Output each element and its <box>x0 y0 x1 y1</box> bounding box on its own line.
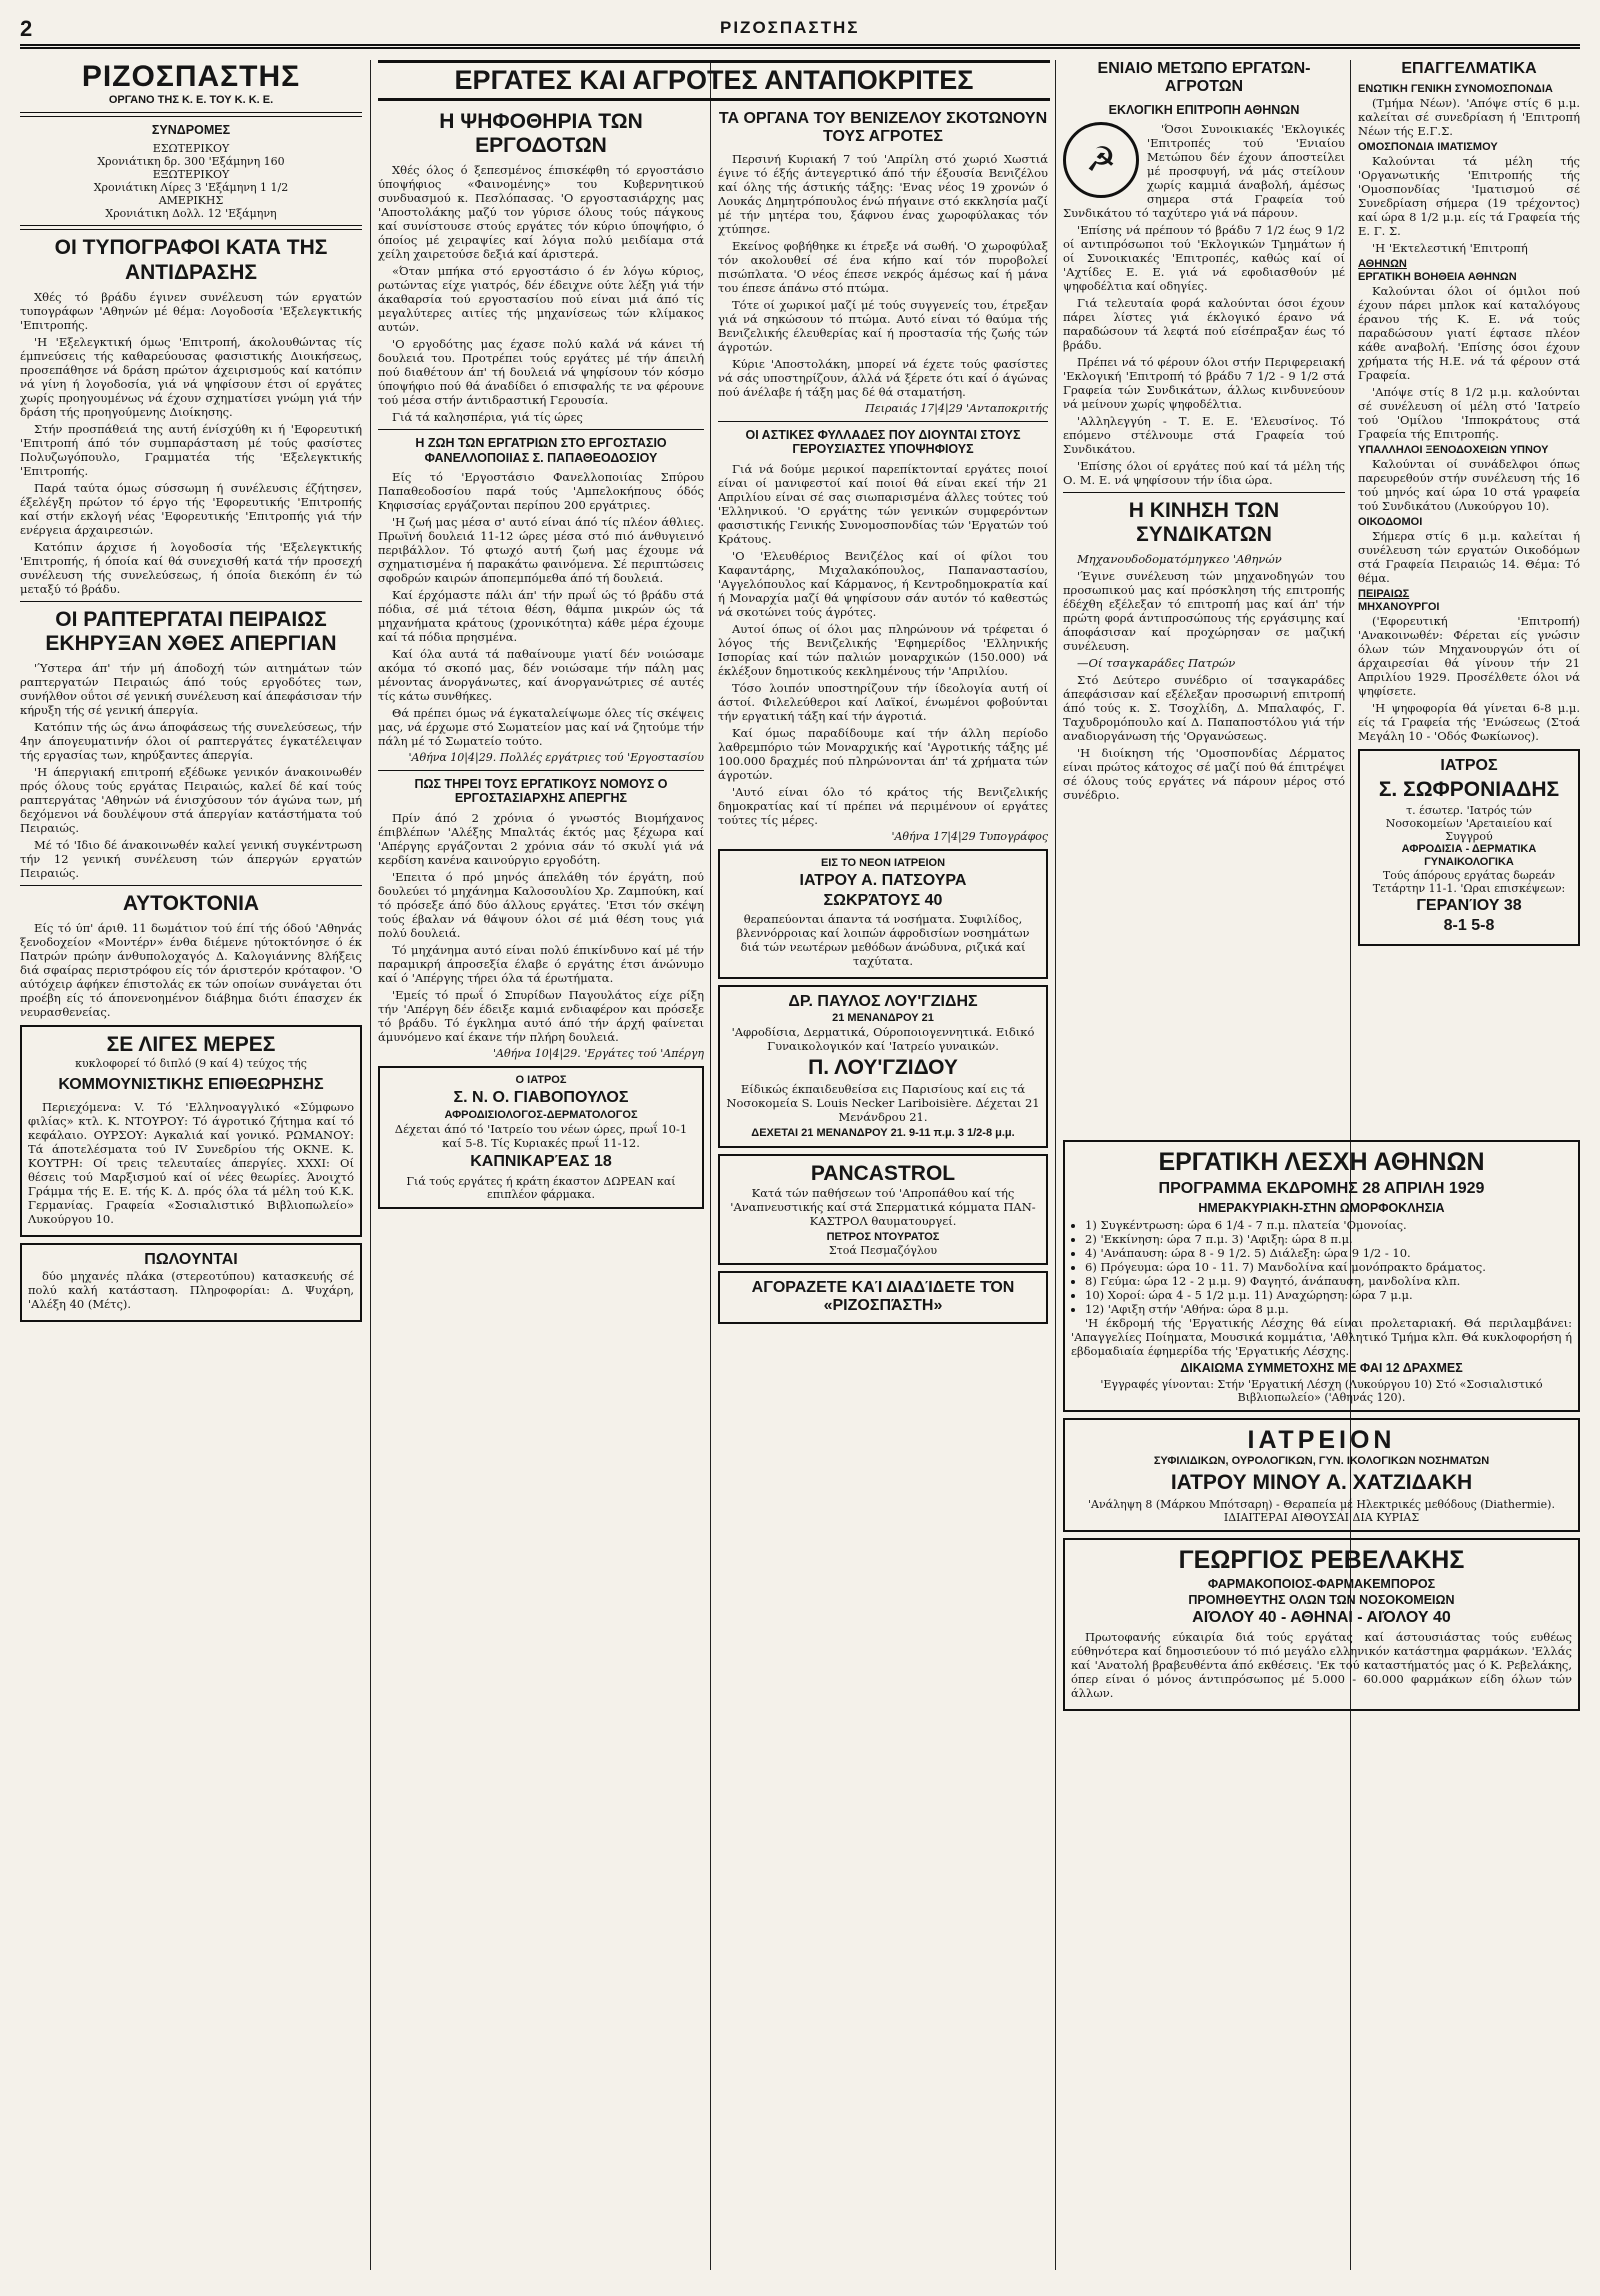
notice-title: ΜΗΧΑΝΟΥΡΓΟΙ <box>1358 601 1440 614</box>
article-paragraph: Γιά τά καλησπέρια, γιά τίς ώρες <box>392 410 583 425</box>
ad-title: ΣΕ ΛΙΓΕΣ ΜΕΡΕΣ <box>106 1033 276 1057</box>
program-item: • 10) Χοροί: ώρα 4 - 5 1/2 μ.μ. 11) Αναχώρηση: ώρα 7 μ.μ. <box>1085 1288 1572 1302</box>
column-3 <box>718 110 1048 2270</box>
article-paragraph: ('Εφορευτική 'Επιτροπή) 'Ανακοινωθέν: Φέρεται είς γνώσιν όλων τών Μηχανουργών ότι οί άρχαιρεσίαι θά γίνουν τήν 21 Απριλίου 1929. Προσέλθετε όλοι νά ψηφίσετε. <box>1358 614 1580 699</box>
ad-subtitle: ΦΑΡΜΑΚΟΠΟΙΟΣ-ΦΑΡΜΑΚΕΜΠΟΡΟΣ <box>1207 1576 1436 1591</box>
notice-title: ΥΠΑΛΛΗΛΟΙ ΞΕΝΟΔΟΧΕΙΩΝ ΥΠΝΟΥ <box>1358 444 1549 457</box>
ad-text: τ. έσωτερ. 'Ιατρός τών Νοσοκομείων 'Αρεταιείου καί Συγγρού <box>1385 803 1553 843</box>
wide-ads-area <box>1063 1134 1580 2270</box>
article-paragraph: 'Ο εργοδότης μας έχασε πολύ καλά νά κάνει τή δουλειά του. Προτρέπει τούς εργάτες μέ τήν άπειλή πού διαθέτουν άπ' τή δουλειά νά ψηφίσουν τόν κόσμο ύποψήφιο πού θά άναδίδει ό επισφαλής τε να φέρουνε τού μέσα στήν άντιδραστική Γερουσία. <box>378 337 704 408</box>
article-paragraph: 'Η ζωή μας μέσα σ' αυτό είναι άπό τίς πλέον άθλιες. Πρωϊνή δουλειά 11-12 ώρες μέσα στό πιό άνθυγιεινό περιβάλλον. Τό φτωχό αυτή ζωή μας έχουμε νά σχηματισμένα ή παρακάτω φαινόμενα. Σέ περιπτώσεις σφοδρών καιρών άποπεμπόμεθα άπό τή δουλειά. <box>378 515 704 586</box>
hammer-sickle-icon: ☭ <box>1063 122 1139 198</box>
ad-title: ΙΑΤΡΕΙΟΝ <box>1247 1425 1396 1454</box>
divider <box>20 225 362 230</box>
article-headline: ΟΙ ΤΥΠΟΓΡΑΦΟΙ ΚΑΤΑ ΤΗΣ ΑΝΤΙΔΡΑΣΗΣ <box>54 236 328 284</box>
logo-subtitle: ΟΡΓΑΝΟ ΤΗΣ Κ. Ε. ΤΟΥ Κ. Κ. Ε. <box>108 94 274 106</box>
article-paragraph: 'Η ψηφοφορία θά γίνεται 6-8 μ.μ. είς τά Γραφεία τής 'Ενώσεως (Στοά Μεγάλη 10 - 'Οδός Φωκίωνος). <box>1358 701 1580 744</box>
article-headline: ΟΙ ΑΣΤΙΚΕΣ ΦΥΛΛΑΔΕΣ ΠΟΥ ΔΙΟΥΝΤΑΙ ΣΤΟΥΣ ΓΕΡΟΥΣΙΑΣΤΕΣ ΥΠΟΨΗΦΙΟΥΣ <box>745 427 1021 457</box>
article-headline: ΕΝΙΑΙΟ ΜΕΤΩΠΟ ΕΡΓΑΤΩΝ-ΑΓΡΟΤΩΝ <box>1097 60 1311 96</box>
article-paragraph: 'Η διοίκηση τής 'Ομοσπονδίας Δέρματος είναι πρώτος κάτοχος σέ μαζί πού θά έπιτρέψει σέ όλους τούς εργάτες νά πάρουν μέρος στό συνέδριο. <box>1063 746 1345 803</box>
advertisement <box>718 1271 1048 1324</box>
article-paragraph: Γιά τελευταία φορά καλούνται όσοι έχουν πάρει λίστες γιά έκλογικό έρανο νά παραδώσουν τά λεφτά πού είσέπραξαν έως τό βράδυ. <box>1063 296 1345 353</box>
ad-text: θεραπεύονται άπαντα τά νοσήματα. Συφιλίδος, βλεννόρροιας καί λοιπών άφροδισίων νοσημάτων διά τών νεωτέρων μεθόδων άνώδυνα, ριζικά καί ταχύτατα. <box>736 912 1030 969</box>
article-paragraph: Καί όλα αυτά τά παθαίνουμε γιατί δέν νοιώσαμε ακόμα τό σκοπό μας, δέν νοιώσαμε τήν πάλη μας μένοντας άνοργάνωτες, καί άνοργανώτριες σέ αυτές τίς κάτω συνθήκες. <box>378 647 704 704</box>
article-subheading: Μηχανουδοδοματόμηγκεο 'Αθηνών <box>1077 552 1282 567</box>
article-paragraph: 'Επίσης νά πρέπουν τό βράδυ 7 1/2 έως 9 1/2 οί αντιπρόσωποι τού 'Εκλογικών Τμημάτων ή οί Συνοικιακές 'Επιτροπές, καθώς καί οί 'Αχτίδες Ε. Ε. γιά νά εφοδιασθούν μέ ψηφοδέλτια καί οδηγίες. <box>1063 223 1345 294</box>
notice-title: ΟΜΟΣΠΟΝΔΙΑ ΙΜΑΤΙΣΜΟΥ <box>1358 141 1498 154</box>
ad-title: ΑΓΟΡΑΖΕΤΕ ΚΑΊ ΔΙΑΔΊΔΕΤΕ ΤΌΝ «ΡΙΖΟΣΠΆΣΤΗ» <box>751 1278 1015 1315</box>
ad-text: δύο μηχανές πλάκα (στερεοτύπου) κατασκευής σέ πολύ καλή κατάσταση. Πληροφορίαι: Δ. Ψυχάρη, 'Αλέξη 40 (Μέτς). <box>28 1269 354 1311</box>
ad-title: Ο ΙΑΤΡΟΣ <box>515 1073 567 1086</box>
article-headline: ΑΥΤΟΚΤΟΝΙΑ <box>122 891 260 915</box>
article-paragraph: Θά πρέπει όμως νά έγκαταλείψωμε όλες τίς σκέψεις μας, νά έρχωμε στό Σωματείον μας καί νά ζητούμε τήν πάλη μέ τό Σωματείο τούτο. <box>378 706 704 749</box>
article-paragraph: Αυτοί όπως οί όλοι μας πληρώνουν νά τρέφεται ό λόγος τής Βενιζελικής 'Εφημερίδος 'Ελληνικής Ισπορίας καί τών παλιών μοναρχικών (150.000) νά έκλέξουν δημοτικούς κεκλημένους τήν 'Απριλίου. <box>718 621 1048 678</box>
program-item: • 4) 'Ανάπαυση: ώρα 8 - 9 1/2. 5) Διάλεξη: ώρα 9 1/2 - 10. <box>1085 1246 1572 1260</box>
article-paragraph: Καί έρχόμαστε πάλι άπ' τήν πρωΐ ώς τό βράδυ στά πόδια, σέ μιά τέτοια θέση, θάμπα μικρών ώς τά μηχανήματα κράτους (χρονικότητα) κάθε μέρα έχουμε καί τά πόδια πρησμένα. <box>378 588 704 645</box>
article-paragraph: Τόσο λοιπόν υποστηρίζουν τήν ίδεολογία αυτή οί άστοί. Φιλελεύθεροι καί Λαϊκοί, ένωμένοι φοβούνται τήν εργατική τάξη καί τήν άγροτιά. <box>718 680 1048 723</box>
article-paragraph: Χθές τό βράδυ έγινεν συνέλευση τών εργατών τυπογράφων 'Αθηνών μέ θέμα: Λογοδοσία 'Εξελεγκτικής 'Επιτροπής. <box>20 289 362 332</box>
advertisement <box>20 1025 362 1237</box>
notice-section: ΑΘΗΝΩΝ <box>1358 258 1407 271</box>
ad-text: Πρωτοφανής εύκαιρία διά τούς εργάτας καί άστουσιάστας τούς ευθέως εύθηνότερα καί δημοσιεύουν τό πιό μεγάλο ελληνικόν κατάστημα φαρμάκων. 'Ελλάς καί 'Ανατολή βραβευθέντα άπό εκθέσεις. 'Εκ τού καταστήματός μας ό Κ. Ρεβελάκης, όπερ είναι ό μόνος άντιπρόσωπος μέ 5.000 - 60.000 φαρμάκων είδη όλων τών άλλων. <box>1071 1629 1572 1700</box>
masthead <box>20 14 1580 49</box>
ad-specialty: ΑΦΡΟΔΙΣΙΟΛΟΓΟΣ-ΔΕΡΜΑΤΟΛΟΓΟΣ <box>444 1109 638 1122</box>
ad-text: 'Αφροδίσια, Δερματικά, Ούροποιογεννητικά. Ειδικό Γυναικολογικόν καί 'Ιατρείο γυναικών. <box>731 1024 1035 1053</box>
ad-text: 'Ανάληψη 8 (Μάρκου Μπότσαρη) - Θεραπεία μέ Ηλεκτρικές μεθόδους (Diathermie). ΙΔΙΑΙΤΕΡΑΙ ΑΙΘΟΥΣΑΙ ΔΙΑ ΚΥΡΙΑΣ <box>1088 1497 1555 1524</box>
article-paragraph: Μέ τό 'Ιδιο δέ άνακοινωθέν καλεί γενική συγκέντρωση τήν 12 γενική συνέλευση τών άπεργών εργατών Πειραιώς. <box>20 837 362 880</box>
column-2 <box>378 110 704 2270</box>
subscriptions-line: ΑΜΕΡΙΚΗΣ <box>158 194 224 208</box>
ad-address: 'Εγγραφές γίνονται: Στήν 'Εργατική Λέσχη (Λυκούργου 10) Στό «Σοσιαλιστικό Βιβλιοπωλείο» ('Αθηνάς 120). <box>1100 1377 1543 1404</box>
ad-name: Σ. ΣΩΦΡΟΝΙΑΔΗΣ <box>1378 777 1560 801</box>
article-paragraph: 'Όσοι Συνοικιακές 'Εκλογικές 'Επιτροπές τού 'Ενιαίου Μετώπου δέν έχουν άποστείλει μέ προσφυγή, νά μάς στείλουν χωρίς καμμιά άναβολή, άμέσως σημερα στά Γραφεία τού Συνδικάτου τό ταχύτερο γιά νά πάρουν. <box>1063 122 1345 221</box>
ad-title: PANCASTROL <box>810 1161 956 1185</box>
article-signature: Πειραιάς 17|4|29 'Ανταποκριτής <box>865 401 1048 415</box>
ad-subtitle: ΠΡΟΜΗΘΕΥΤΗΣ ΟΛΩΝ ΤΩΝ ΝΟΣΟΚΟΜΕΙΩΝ <box>1188 1592 1455 1607</box>
masthead-name: ΡΙΖΟΣΠΑΣΤΗΣ <box>720 18 860 37</box>
article-paragraph: Παρά ταύτα όμως σύσσωμη ή συνέλευσις έζήτησεν, έξελέγξη πρώτον τό έργο τής 'Εφορευτικής 'Επιτροπής καί στήν εκλογή νέας 'Εφορευτικής 'Επιτροπής γιά τήν ενέργεια άρχαιρεσιών. <box>20 480 362 537</box>
divider <box>1063 492 1345 493</box>
subscriptions-line: ΕΣΩΤΕΡΙΚΟΥ <box>152 142 230 156</box>
article-paragraph: Στήν προσπάθειά της αυτή ένίσχύθη κι ή 'Εφορευτική 'Επιτροπή άπό τόν συμπαράσταση μέ τούς φασίστες Πολυζωγόπουλο, Γραμματέα τής 'Εξελεγκτικής 'Επιτροπής. <box>20 421 362 478</box>
ad-name: Π. ΛΟΥ'ΓΖΙΔΟΥ <box>808 1055 958 1079</box>
ad-address: ΑΙΌΛΟΥ 40 - ΑΘΗΝΑΙ - ΑΙΌΛΟΥ 40 <box>1192 1609 1451 1627</box>
subscriptions-line: Χρονιάτικη δρ. 300 'Εξάμηνη 160 <box>97 155 285 169</box>
column-rule <box>1055 60 1056 2270</box>
ad-title: ΕΡΓΑΤΙΚΗ ΛΕΣΧΗ ΑΘΗΝΩΝ <box>1158 1148 1485 1176</box>
advertisement <box>1063 1140 1580 1412</box>
ad-text: Δέχεται άπό τό 'Ιατρείο του νέων ώρες, πρωΐ 10-1 καί 5-8. Τίς Κυριακές πρωΐ 11-12. <box>394 1122 688 1151</box>
article-paragraph: Χθές όλος ό ξεπεσμένος έπισκέφθη τό εργοστάσιο ύποψήφιος «Φαινομένης» του Κυβερνητικού συνδυασμού κ. Πεσλόπασας. 'Ο εργοστασιάρχης μας 'Αποστολάκης μαζύ τον γύρισε όλους τούς πάγκους καί συνίστουσε στούς εργάτες τόν κύριο ύποψήφιο, ό όποίος μέ χειραψίες καί λόγια πολύ μειδίαμα στά χείλη χαιρετούσε δεξιά καί άριστερά. <box>378 163 704 262</box>
article-paragraph: Περσινή Κυριακή 7 τού 'Απρίλη στό χωριό Χωστιά έγινε τό έξής άντεγερτικό άπό τήν έξουσία Βενιζέλου καί όλης τής άστικής τάξης: 'Ενας νέος 19 χρονών ό Λουκάς Δημητρόπουλος ένώ πήγαινε στό εκκλησία μαζί μέ τήν μητέρα του, ξάφνου ένας χωροφύλακας τόν χτύπησε. <box>718 151 1048 236</box>
column-1 <box>20 60 362 2270</box>
column-5 <box>1358 60 1580 1120</box>
article-paragraph: 'Επίσης όλοι οί εργάτες πού καί τά μέλη τής Ο. Μ. Ε. νά ψηφίσουν τήν ίδια ώρα. <box>1063 459 1345 488</box>
article-headline: ΟΙ ΡΑΠΤΕΡΓΑΤΑΙ ΠΕΙΡΑΙΩΣ ΕΚΗΡΥΞΑΝ ΧΘΕΣ ΑΠΕΡΓΙΑΝ <box>45 607 337 655</box>
article-paragraph: Πρίν άπό 2 χρόνια ό γνωστός Βιομήχανος έπιβλέπων 'Αλέξης Μπαλτάς έκτός μας ξέχωρα καί 'Απέργης εργάζονται 2 χρόνια σάν τό σκυλί γιά νά κερδίση κανένα καινούργιο εργοδότη. <box>378 810 704 867</box>
ad-text: Κατά τών παθήσεων τού 'Απροπάθου καί τής 'Αναπνευστικής καί στά Σπερματικά κόμματα ΠΑΝ-ΚΑΣΤΡΟΛ θαυματουργεί. <box>730 1185 1036 1228</box>
article-paragraph: Εκείνος φοβήθηκε κι έτρεξε νά σωθή. 'Ο χωροφύλαξ τόν ακολουθεί σέ ένα κήπο καί τόν πυροβολεί πισώπλατα. 'Ο νέος έπεσε νεκρός άμέσως καί ή μάνα του έπεσε άπάνω στό πτώμα. <box>718 238 1048 295</box>
ad-price: ΔΙΚΑΙΩΜΑ ΣΥΜΜΕΤΟΧΗΣ ΜΕ ΦΑΙ 12 ΔΡΑΧΜΕΣ <box>1180 1360 1463 1375</box>
program-item: • 1) Συγκέντρωση: ώρα 6 1/4 - 7 π.μ. πλατεία 'Ομονοίας. <box>1085 1218 1572 1232</box>
article-paragraph: Γιά νά δούμε μερικοί παρεπίκτονταί εργάτες ποιοί είναι οί μανιφεστοί καί ποιοί θά είναι εκεί τήν 21 Απριλίου είναι σέ σας σιωπαρισμένα άλλες τούτες τού 'Ελληνικού. 'Ο εργάτης τών γενικών συμφερόντων φασιστικής Γενικής Συνομοσπονδίας τών 'Εργατών τού Κράτους. <box>718 461 1048 546</box>
subscriptions-line: ΕΞΩΤΕΡΙΚΟΥ <box>152 168 230 182</box>
divider <box>718 421 1048 422</box>
ad-hours: 8-1 5-8 <box>1443 917 1495 935</box>
ad-title: ΕΙΣ ΤΟ ΝΕΟΝ ΙΑΤΡΕΙΟΝ <box>820 856 946 869</box>
program-item: • 2) 'Εκκίνηση: ώρα 7 π.μ. 3) 'Αφιξη: ώρα 8 π.μ. <box>1085 1232 1572 1246</box>
advertisement <box>1063 1418 1580 1532</box>
notice-title: ΕΝΩΤΙΚΗ ΓΕΝΙΚΗ ΣΥΝΟΜΟΣΠΟΝΔΙΑ <box>1358 83 1553 96</box>
notice-section: ΠΕΙΡΑΙΩΣ <box>1358 588 1410 601</box>
ad-name: Σ. Ν. Ο. ΓΙΑΒΟΠΟΥΛΟΣ <box>453 1088 629 1106</box>
subscriptions-line: Χρονιάτικη Λίρες 3 'Εξάμηνη 1 1/2 <box>93 181 289 195</box>
article-paragraph: 'Αυτό είναι όλο τό κράτος τής Βενιζελικής δημοκρατίας καί τί πρέπει νά περιμένουν οί εργάτες τούτες τίς μέρες. <box>718 784 1048 827</box>
article-paragraph: «Όταν μπήκα στό εργοστάσιο ό έν λόγω κύριος, ρωτώντας είχε γιατρός, δέν έδειχνε ούτε λέξη γιά τήν άκαθαρσία τού εργοστασίου πού είναι μιά άπό τίς μεγαλύτερες αιτίες τής μηχανίσεως τών κλίμακος αυτών. <box>378 264 704 335</box>
article-headline: ΠΩΣ ΤΗΡΕΙ ΤΟΥΣ ΕΡΓΑΤΙΚΟΥΣ ΝΟΜΟΥΣ Ο ΕΡΓΟΣΤΑΣΙΑΡΧΗΣ ΑΠΕΡΓΗΣ <box>414 777 668 806</box>
article-paragraph: Καλούνται όλοι οί όμιλοι πού έχουν πάρει μπλοκ καί καταλόγους έρανου τής Κ. Ε. νά τούς παραδώσουν γιατί έφτασε πλέον κάθε αναβολή. 'Επίσης όσοι έχουν χρήματα τής Η.Ε. νά τά φέρουν στά Γραφεία. <box>1358 284 1580 383</box>
ad-text: 'Η έκδρομή τής 'Εργατικής Λέσχης θά είναι προλεταριακή. Θά περιλαμβάνει: 'Απαγγελίες Ποίηματα, Μουσικά κομμάτια, 'Αθλητικό Τμήμα κλπ. Θά κυκλοφορήση ή εβδομαδιαία έφημερίδα τής 'Εργατικής Λέσχης. <box>1071 1315 1572 1358</box>
ad-address: Στοά Πεσμαζόγλου <box>828 1243 938 1257</box>
advertisement <box>20 1243 362 1322</box>
ad-hours: ΔΕΧΕΤΑΙ 21 ΜΕΝΑΝΔΡΟΥ 21. 9-11 π.μ. 3 1/2-8 μ.μ. <box>751 1126 1015 1139</box>
advertisement <box>378 1066 704 1209</box>
article-signature: 'Αθήνα 10|4|29. 'Εργάτες τού 'Απέργη <box>493 1046 704 1060</box>
subscriptions-line: Χρονιάτικη Δολλ. 12 'Εξάμηνη <box>105 207 277 221</box>
divider <box>378 429 704 430</box>
ad-name: ΙΑΤΡΟΥ ΜΙΝΟΥ Α. ΧΑΤΖΙΔΑΚΗ <box>1170 1470 1473 1494</box>
ad-text: Περιεχόμενα: V. Τό 'Ελληνοαγγλικό «Σύμφωνο φιλίας» κτλ. Κ. ΝΤΟΥΡΟΥ: Τό άγροτικό ζήτημα καί τό κεφάλαιο. ΟΥΡΣΟΥ: Αγκαλιά καί γονικό. ΡΩΜΑΝΟΥ: Τά άποτελέσματα τού IV Συνεδρίου τής ΟΚΝΕ. Κ. ΚΟΥΤΡΗ: Οί τρεις τελευταίες άπεργίες. XXXI: Οί θέσεις τού Μαρξισμού καί οί νέες θεωρίες. Άνοιχτό Γράμμα τής Ε. Ε. τής Κ. Δ. πρός όλα τά μέλη τού Κ.Κ. Γερμανίας. Γραφεία «Σοσιαλιστικό Βιβλιοπωλείο» Λυκούργου 10. <box>28 1099 354 1226</box>
article-paragraph: 'Εμείς τό πρωΐ ό Σπυρίδων Παγουλάτος είχε ρίξη τήν 'Απέργη δέν έδειξε καμιά ενδιαφέρον και πρόσεξε τό βράδυ. Τό έγκλημα αυτό άπό τήν άρχή φαίνεται άμυνόμενο καί έκανε τήν πλήρη δουλειά. <box>378 987 704 1044</box>
article-paragraph: 'Η 'Εξελεγκτική όμως 'Επιτροπή, άκολουθώντας τίς έμπνεύσεις τής καθαρεύουσας φασιστικής Διοικήσεως, προσεπάθησε νά δράση πρώτον άχειρισμούς καί κατόπιν νά γίνη ή λογοδοσία, γιά νά ψηφίσουν έτσι οί εργάτες χωρίς προηγουμένως νά έχουν σχηματίσει γνώμη γιά τήν δράση τής προηγούμενης Διοίκησης. <box>20 334 362 419</box>
ad-name: ΙΑΤΡΟΥ Α. ΠΑΤΣΟΥΡΑ <box>799 871 967 889</box>
page-number: 2 <box>20 16 33 41</box>
article-paragraph: 'Ο 'Ελευθέριος Βενιζέλος καί οί φίλοι του Καφαντάρης, Μιχαλακόπουλος, Παπαναστασίου, 'Αγγελόπουλος καί Κάρμανος, ή Κεντροδημοκρατία καί ή Μοναρχία μαζί θά ψηφίσουν σάν αυτόν τό καθεστώς νά σκοτώνει τούς άγρότες. <box>718 548 1048 619</box>
article-paragraph: Είς τό ύπ' άριθ. 11 δωμάτιον τού έπί τής όδού 'Αθηνάς ξενοδοχείον «Μοντέρν» ένθα διέμενε ηύτοκτόνησε ό έκ Πατρών πρώην άνθυπολοχαγός Δ. Καλογιάννης 8λήξεις διά σφαίρας περιστρόφου είς τόν άριστερόν κρόταφον. 'Ο αύτόχειρ άφήκεν έπιστολάς εκ τών οποίων συνάγεται ότι προέβη είς τό άπονενοημένον διάβημα διότι έπασχεν έκ νευρασθενείας. <box>20 921 362 1020</box>
ad-address: 21 ΜΕΝΑΝΔΡΟΥ 21 <box>832 1011 934 1024</box>
article-paragraph: Καλούνται τά μέλη τής 'Οργανωτικής 'Επιτροπής τής 'Ομοσπονδίας 'Ιματισμού σέ Συνεδρίαση σήμερα (19 τρέχοντος) καί ώρα 8 1/2 μ.μ. είς τά Γραφεία τής Ε. Γ. Σ. <box>1358 154 1580 239</box>
ad-program-list <box>1071 1218 1572 1316</box>
advertisement <box>718 985 1048 1148</box>
article-signature: 'Αθήνα 10|4|29. Πολλές εργάτριες τού 'Εργοστασίου <box>408 751 704 765</box>
article-paragraph: Κατόπιν τής ώς άνω άποφάσεως τής συνελεύσεως, τήν 4ην άπογευματινήν όλοι οί ραπτεργάτες έγκατέλειψαν τής εργασίας των, κηρύξαντες άπεργία. <box>20 719 362 762</box>
program-item: • 6) Πρόγευμα: ώρα 10 - 11. 7) Μανδολίνα καί μονόπρακτο δράματος. <box>1085 1260 1572 1274</box>
column-rule <box>710 60 711 2270</box>
ad-name: ΠΕΤΡΟΣ ΝΤΟΥΡΑΤΟΣ <box>826 1230 940 1243</box>
newspaper-logo: ΡΙΖΟΣΠΑΣΤΗΣ <box>81 60 301 93</box>
ad-name: ΓΕΩΡΓΙΟΣ ΡΕΒΕΛΑΚΗΣ <box>1178 1545 1465 1574</box>
article-paragraph: 'Απόψε στίς 8 1/2 μ.μ. καλούνται σέ συνέλευση οί μέλη στό 'Ιατρείο τού 'Ομίλου 'Ιπποκράτους στά Γραφεία τής Επιτροπής. <box>1358 385 1580 442</box>
program-item: • 12) 'Αφιξη στήν 'Αθήνα: ώρα 8 μ.μ. <box>1085 1302 1572 1316</box>
ad-address: ΓΕΡΑΝΊΟΥ 38 <box>1416 896 1522 914</box>
ad-subtitle: ΣΥΦΙΛΙΔΙΚΩΝ, ΟΥΡΟΛΟΓΙΚΩΝ, ΓΥΝ. ΙΚΟΛΟΓΙΚΩΝ ΝΟΣΗΜΑΤΩΝ <box>1153 1454 1490 1467</box>
divider <box>20 112 362 117</box>
article-paragraph: Τό μηχάνημα αυτό είναι πολύ έπικίνδυνο καί μέ τήν παραμικρή άπροσεξία έλαβε ό εργάτης έτσι άνώνυμο καί ό 'Απέργης τήρει όλα τά έρωτήματα. <box>378 942 704 985</box>
divider <box>20 601 362 602</box>
article-headline: ΕΠΑΓΓΕΛΜΑΤΙΚΑ <box>1401 60 1537 77</box>
article-paragraph: Σήμερα στίς 6 μ.μ. καλείται ή συνέλευση τών εργατών Οικοδόμων στά Γραφεία Πειραιώς 14. Θέμα: Τό θέμα. <box>1358 529 1580 586</box>
advertisement <box>1358 749 1580 945</box>
article-headline: ΤΑ ΟΡΓΑΝΑ ΤΟΥ ΒΕΝΙΖΕΛΟΥ ΣΚΟΤΩΝΟΥΝ ΤΟΥΣ ΑΓΡΟΤΕΣ <box>718 110 1048 146</box>
column-rule <box>370 60 371 2270</box>
article-paragraph: Στό Δεύτερο συνέδριο οί τσαγκαράδες άπεφάσισαν καί εξέλεξαν προσωρινή επιτροπή άπό τούς κ. Σ. Τσοχλίδη, Δ. Μπαλαφός, Γ. Ταχυδρομόπουλο καί Δ. Παπαποστόλου γιά τήν αναδιοργάνωση τής 'Οργανώσεως. <box>1063 673 1345 744</box>
divider <box>20 885 362 886</box>
article-headline: Η ΚΙΝΗΣΗ ΤΩΝ ΣΥΝΔΙΚΑΤΩΝ <box>1128 499 1280 547</box>
section-banner: ΕΡΓΑΤΕΣ ΚΑΙ ΑΓΡΟΤΕΣ ΑΝΤΑΠΟΚΡΙΤΕΣ <box>378 60 1050 101</box>
divider <box>378 770 704 771</box>
ad-name: ΚΟΜΜΟΥΝΙΣΤΙΚΗΣ ΕΠΙΘΕΩΡΗΣΗΣ <box>58 1076 324 1094</box>
subscriptions-title: ΣΥΝΔΡΟΜΕΣ <box>151 123 231 137</box>
article-paragraph: 'Έγινε συνέλευση τών μηχανοδηγών του προσωπικού μας καί πρόσκληση τής επιτροπής έδέχθη εξέλεξαν τό επιτροπή μας καί άπ' τήν πρώτη φορά άντιπροσώπους τής εργάσιμης καί άποφάσισαν καί προχώρησαν σε μαζική συνέλευση. <box>1063 569 1345 654</box>
article-subheadline: ΕΚΛΟΓΙΚΗ ΕΠΙΤΡΟΠΗ ΑΘΗΝΩΝ <box>1108 102 1300 117</box>
article-headline: Η ΖΩΗ ΤΩΝ ΕΡΓΑΤΡΙΩΝ ΣΤΟ ΕΡΓΟΣΤΑΣΙΟ ΦΑΝΕΛΛΟΠΟΙΙΑΣ Σ. ΠΑΠΑΘΕΟΔΟΣΙΟΥ <box>415 436 667 465</box>
article-paragraph: Τότε οί χωρικοί μαζί μέ τούς συγγενείς του, έτρεξαν γιά νά σηκώσουν τό πτώμα. Αυτό είναι τό θαύμα τής Βενιζελικής έλευθερίας καί ή προστασία τής ζωής τών άγροτών. <box>718 297 1048 354</box>
article-paragraph: (Τμήμα Νέων). 'Απόψε στίς 6 μ.μ. καλείται σέ συνεδρίαση ή 'Επιτροπή Νέων τής Ε.Γ.Σ. <box>1358 96 1580 139</box>
advertisement <box>718 1154 1048 1265</box>
ad-title: ΔΡ. ΠΑΥΛΟΣ ΛΟΥ'ΓΖΙΔΗΣ <box>788 993 978 1011</box>
article-paragraph: 'Ύστερα άπ' τήν μή άποδοχή τών αιτημάτων τών ραπτεργατών Πειραιώς άπό τούς εργοδότες των, συνήλθον οΰτοι σέ γενική συνέλευση καί άπεφάσισαν τήν κήρυξη τής σέ γενική άπεργία. <box>20 660 362 717</box>
advertisement <box>718 849 1048 980</box>
ad-text: Είδικώς έκπαιδευθείσα εις Παρισίους καί εις τά Νοσοκομεία S. Louis Necker Lariboisière. Δέχεται 21 Μενάνδρου 21. <box>726 1081 1040 1124</box>
article-subheading: —Οί τσαγκαράδες Πατρών <box>1077 656 1236 671</box>
article-paragraph: 'Επειτα ό πρό μηνός άπελάθη τόν έργάτη, πού δουλεύει τό μηχάνημα Καλοσουλίου Χρ. Ζαμπούκη, καί τό πρόσεξε άπό δύο άλλους εργάτες. 'Ετσι τόν σκέψη τούς έβαλαν νά θάψουν όλοι σέ μιά θέση τους γιά πολύ δουλειά. <box>378 869 704 940</box>
article-paragraph: 'Η 'Εκτελεστική 'Επιτροπή <box>1372 241 1528 256</box>
ad-subtitle: ΠΡΟΓΡΑΜΜΑ ΕΚΔΡΟΜΗΣ 28 ΑΠΡΙΛΗ 1929 <box>1158 1179 1485 1197</box>
article-paragraph: Πρέπει νά τό φέρουν όλοι στήν Περιφερειακή 'Εκλογική 'Επιτροπή τό βράδυ 7 1/2 - 9 1/2 στά Γραφεία τών Συνδικάτων, άλλως κινδυνεύουν νά μείνουν χωρίς ψηφοδέλτια. <box>1063 355 1345 412</box>
ad-address: ΣΩΚΡΆΤΟΥΣ 40 <box>823 891 943 909</box>
article-paragraph: Καί όμως παραδίδουμε καί τήν άλλη περίοδο λαθρεμπόριο τών Μοναρχικής καί 'Αγροτικής τάξης μέ 100.000 δραχμές πού πληρώνονται άπ' τά χρήματα τών άγροτών. <box>718 725 1048 782</box>
notice-title: ΟΙΚΟΔΟΜΟΙ <box>1358 516 1423 529</box>
ad-subtitle: ΗΜΕΡΑΚΥΡΙΑΚΗ-ΣΤΗΝ ΩΜΟΡΦΟΚΛΗΣΙΑ <box>1198 1201 1445 1216</box>
ad-address: ΚΑΠΝΙΚΑΡΈΑΣ 18 <box>470 1153 612 1171</box>
article-signature: 'Αθήνα 17|4|29 Τυπογράφος <box>891 829 1048 843</box>
ad-note: Τούς άπόρους εργάτας δωρεάν Τετάρτην 11-1. 'Ωραι επισκέψεων: <box>1372 868 1566 895</box>
ad-specialty: ΑΦΡΟΔΙΣΙΑ - ΔΕΡΜΑΤΙΚΑ ΓΥΝΑΙΚΟΛΟΓΙΚΑ <box>1401 842 1537 868</box>
article-paragraph: 'Αλληλεγγύη - Τ. Ε. Ε. 'Ελευσίνος. Τό επόμενο στέλνουμε στά Γραφεία τού Συνδικάτου. <box>1063 414 1345 457</box>
notice-title: ΕΡΓΑΤΙΚΗ ΒΟΗΘΕΙΑ ΑΘΗΝΩΝ <box>1358 271 1517 284</box>
article-headline: Η ΨΗΦΟΘΗΡΙΑ ΤΩΝ ΕΡΓΟΔΟΤΩΝ <box>439 110 643 158</box>
advertisement <box>1063 1538 1580 1711</box>
program-item: • 8) Γεύμα: ώρα 12 - 2 μ.μ. 9) Φαγητό, άνάπαυση, μανδολίνα κλπ. <box>1085 1274 1572 1288</box>
ad-title: ΠΩΛΟΥΝΤΑΙ <box>144 1250 238 1268</box>
newspaper-page <box>20 14 1580 2284</box>
article-paragraph: Κύριε 'Αποστολάκη, μπορεί νά έχετε τούς φασίστες νά σάς υποστηρίζουν, άλλά νά ξέρετε ότι καί ό άγώνας πού άνέλαβε ή τάξη μας δέ θά σταματήση. <box>718 356 1048 399</box>
article-paragraph: 'Η άπεργιακή επιτροπή εξέδωκε γενικόν άνακοινωθέν πρός όλους τούς εργάτας Πειραιώς, καλεί δέ καί τούς ραπτεργάτας 'Αθηνών νά ένισχύσουν τόν άγώνα των, μή δεχόμενοι νά δουλέψουν στά άπεργίαν κατάστήματα τού Πειραιώς. <box>20 764 362 835</box>
article-paragraph: Είς τό 'Εργοστάσιο Φανελλοποιίας Σπύρου Παπαθεοδοσίου παρά τούς 'Αμπελοκήπους όδός Κηφισσίας εργάζονται περίπου 200 εργάτριες. <box>378 470 704 513</box>
ad-note: Γιά τούς εργάτες ή κράτη έκαστον ΔΩΡΕΑΝ καί επιπλέον φάρμακα. <box>406 1174 676 1201</box>
ad-subtitle: κυκλοφορεί τό διπλό (9 καί 4) τεύχος τής <box>75 1057 307 1071</box>
article-paragraph: Καλούνται οί συνάδελφοι όπως παρευρεθούν στήν συνέλευση τής 16 τού μηνός καί ώρα 10 στά γραφεία τού Συνδικάτου (Λυκούργου 10). <box>1358 457 1580 514</box>
article-paragraph: Κατόπιν άρχισε ή λογοδοσία τής 'Εξελεγκτικής 'Επιτροπής, ή όποία καί θά συνεχισθή κατά τήν προσεχή συνέλευση τής συνελεύσεως, ή όποία διεκόπη έν τώ μεταξύ τό βράδυ. <box>20 539 362 596</box>
ad-title: ΙΑΤΡΟΣ <box>1440 757 1498 775</box>
